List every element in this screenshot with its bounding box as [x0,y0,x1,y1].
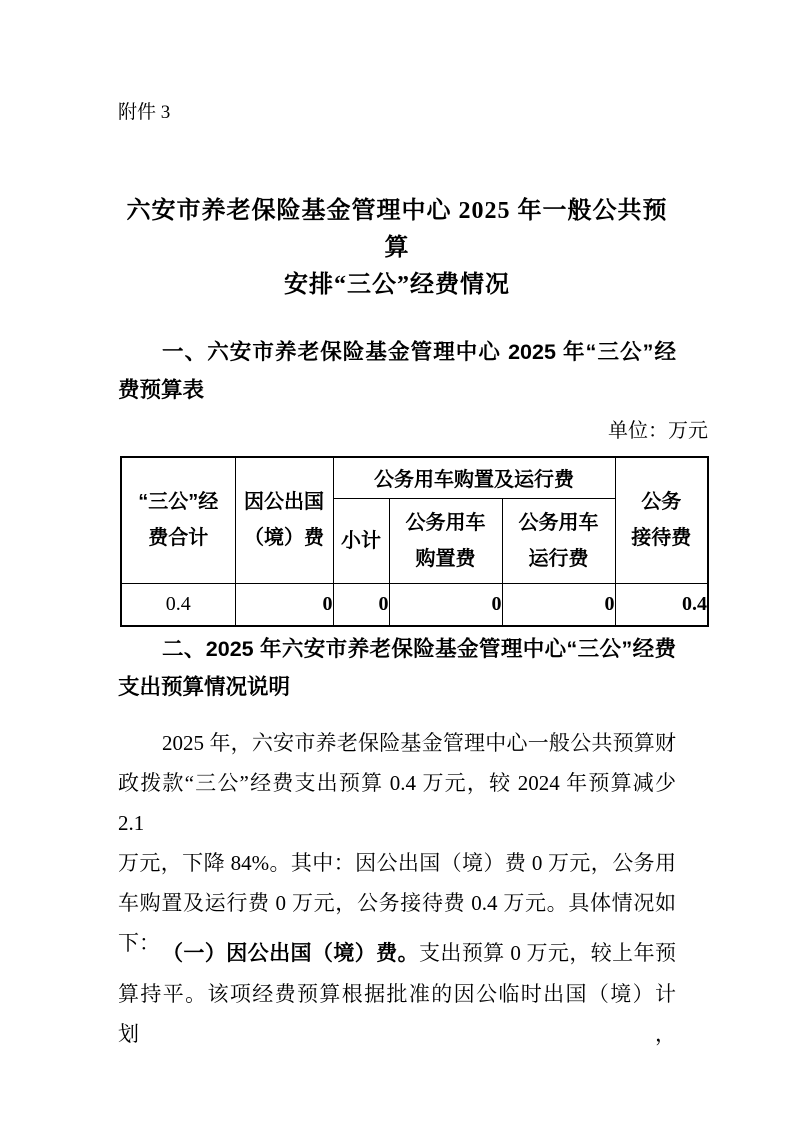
paragraph2-line1 [118,933,676,974]
header-vehicle-group-cell: 公务用车购置及运行费 [333,457,615,498]
header-abroad-cell [235,457,333,583]
header-purchase-line1: 公务用车 [405,511,486,534]
header-total-line1: “三公”经 [138,491,219,514]
budget-table [120,456,709,627]
value-purchase: 0 [389,583,502,626]
header-reception-line2: 接待费 [631,527,692,550]
value-subtotal: 0 [333,583,389,626]
header-total-line2: 费合计 [148,527,209,550]
table-header-row-1 [121,457,708,498]
header-operation-line2: 运行费 [528,547,589,570]
header-abroad-line2: （境）费 [244,527,324,550]
paragraph-abroad-detail [118,933,676,1054]
attachment-label: 附件 3 [118,102,171,123]
section1-heading [118,333,676,409]
section2-heading-line1: 二、2025 年六安市养老保险基金管理中心“三公”经费 [162,637,676,661]
paragraph2-line1-rest: 支出预算 0 万元，较上年预 [419,941,676,965]
header-reception-cell [615,457,708,583]
section1-heading-line1: 一、六安市养老保险基金管理中心 2025 年“三公”经 [162,340,676,364]
header-operation-cell [502,498,615,583]
header-abroad-line1: 因公出国 [244,491,324,514]
section1-heading-line2: 费预算表 [118,378,205,402]
section2-heading-line2: 支出预算情况说明 [118,675,291,699]
table-unit-label: 单位：万元 [608,420,708,442]
section2-heading [118,630,676,706]
header-subtotal-label: 小计 [341,529,381,552]
value-reception: 0.4 [615,583,708,626]
paragraph2-line2: 算持平。该项经费预算根据批准的因公临时出国（境）计划， [118,982,676,1046]
document-title-line2: 安排“三公”经费情况 [284,272,510,298]
paragraph1-line2: 政拨款“三公”经费支出预算 0.4 万元，较 2024 年预算减少 2.1 [118,771,676,835]
value-operation: 0 [502,583,615,626]
header-reception-line1: 公务 [641,491,682,514]
header-operation-line1: 公务用车 [518,511,599,534]
header-total-cell [121,457,235,583]
paragraph1-line3: 万元，下降 84%。其中：因公出国（境）费 0 万元，公务用 [118,851,676,875]
paragraph1-line4: 车购置及运行费 0 万元，公务接待费 0.4 万元。具体情况如 [118,891,676,915]
document-title [118,193,676,304]
paragraph2-lead: （一）因公出国（境）费。 [162,942,419,965]
paragraph1-line5: 下： [118,931,160,955]
paragraph-budget-summary [118,723,676,963]
value-total: 0.4 [121,583,235,626]
value-abroad: 0 [235,583,333,626]
header-purchase-line2: 购置费 [415,547,476,570]
table-data-row [121,583,708,626]
document-title-line1: 六安市养老保险基金管理中心 2025 年一般公共预算 [126,198,668,261]
header-subtotal-cell [333,498,389,583]
paragraph1-line1: 2025 年，六安市养老保险基金管理中心一般公共预算财 [162,731,676,755]
header-purchase-cell [389,498,502,583]
